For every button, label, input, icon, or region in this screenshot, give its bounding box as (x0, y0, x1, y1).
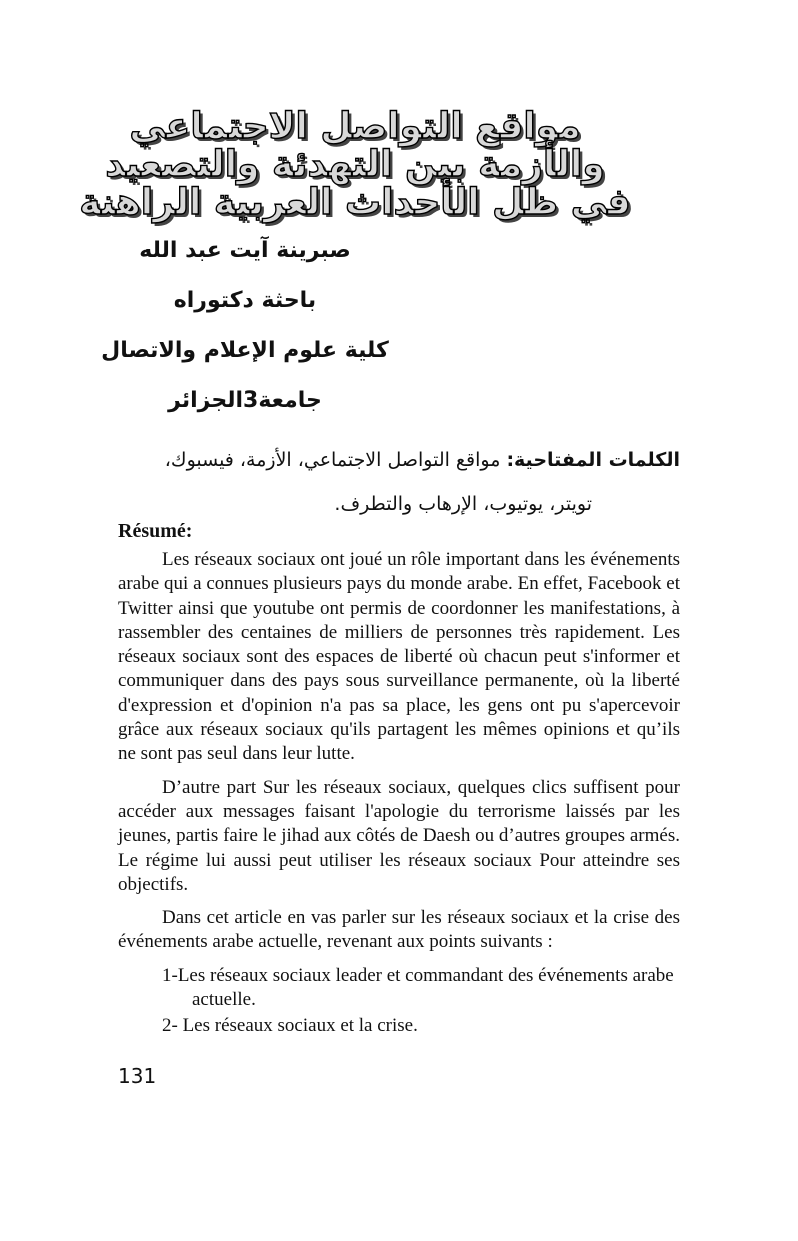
page-number: 131 (118, 1064, 157, 1088)
author-name: صبرينة آيت عبد الله (139, 238, 351, 263)
abstract-paragraph: D’autre part Sur les réseaux sociaux, quelques clics suffisent pour accéder aux messages faisant l'apologie du terrorisme laissés par les jeunes, partis faire le jihad aux côtés de Daesh ou d’autres groupes armés. Le régime lui aussi peut utiliser les réseaux sociaux Pour atteindre ses objectifs. (118, 776, 680, 895)
abstract-heading: Résumé: (118, 520, 193, 542)
article-title (40, 108, 670, 222)
author-info (80, 226, 410, 426)
abstract-paragraph: Dans cet article en vas parler sur les réseaux sociaux et la crise des événements arabe actuelle, revenant aux points suivants : (118, 907, 680, 953)
abstract-point: 2- Les réseaux sociaux et la crise. (162, 1015, 418, 1037)
keywords-line-1 (118, 438, 680, 482)
keywords-section (118, 438, 680, 526)
keywords-text-1: مواقع التواصل الاجتماعي، الأزمة، فيسبوك، (164, 449, 501, 471)
title-line-2: والأزمة بين التهدئة والتصعيد (105, 144, 605, 185)
abstract-paragraph: Les réseaux sociaux ont joué un rôle important dans les événements arabe qui a connues plusieurs pays du monde arabe. En effet, Facebook et Twitter ainsi que youtube ont permis de coordonner les manifestations, à rassembler des centaines de milliers de personnes très rapidement. Les réseaux sociaux sont des espaces de liberté où chacun peut s'informer et communiquer dans des pays sous surveillance permanente, où la liberté d'expression et d'opinion n'a pas sa place, les gens ont pu s'apercevoir grâce aux réseaux sociaux qu'ils partagent les mêmes opinions et qu’ils ne sont pas seul dans leur lutte. (118, 549, 680, 765)
keywords-label: الكلمات المفتاحية: (506, 449, 680, 471)
abstract-section (118, 518, 680, 1041)
abstract-points (118, 964, 680, 1039)
abstract-point: 1-Les réseaux sociaux leader et commandant des événements arabe actuelle. (162, 964, 674, 1011)
author-position: باحثة دكتوراه (173, 288, 317, 313)
keywords-line-2: تويتر، يوتيوب، الإرهاب والتطرف. (334, 493, 592, 515)
title-line-3: في ظل الأحداث العربية الراهنة (79, 182, 631, 223)
author-university: جامعة3الجزائر (168, 388, 322, 413)
title-line-1: مواقع التواصل الاجتماعي (129, 106, 581, 147)
author-faculty: كلية علوم الإعلام والاتصال (101, 338, 389, 363)
